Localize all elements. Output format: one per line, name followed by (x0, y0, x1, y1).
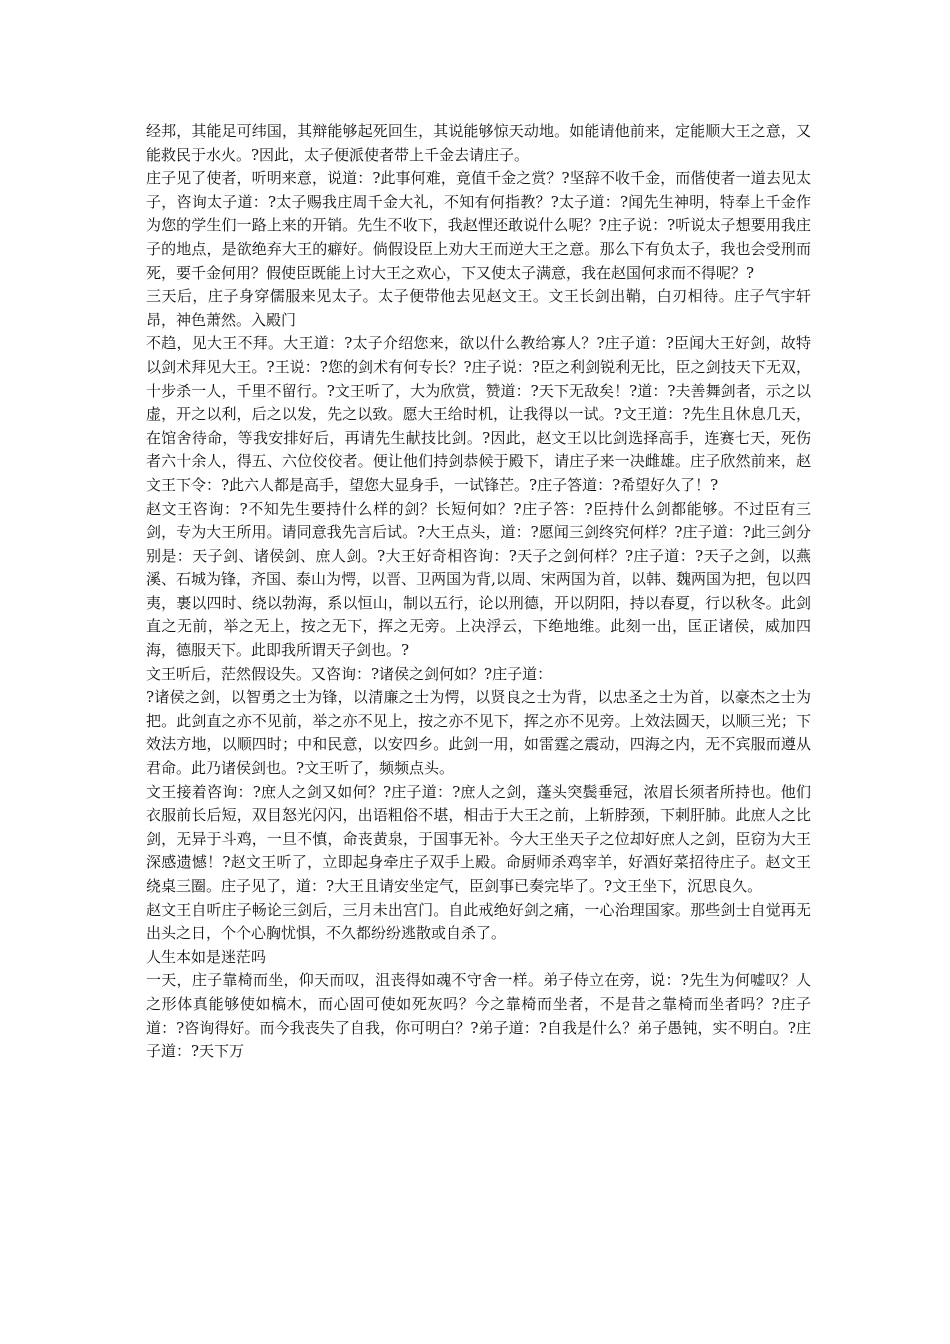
paragraph-1: 经邦，其能足可纬国，其辩能够起死回生，其说能够惊天动地。如能请他前来，定能顺大王之意，又能救民于水火。?因此，太子便派使者带上千金去请庄子。 (146, 122, 811, 164)
paragraph-10: 一天，庄子靠椅而坐，仰天而叹，沮丧得如魂不守舍一样。弟子侍立在旁，说：?先生为何嘘叹？人之形体真能够使如槁木，而心固可使如死灰吗？今之靠椅而坐者，不是昔之靠椅而坐者吗？?庄子道：?咨询得好。而今我丧失了自我，你可明白？?弟子道：?自我是什么？弟子愚钝，实不明白。?庄子道：?天下万 (146, 971, 811, 1061)
document-page (146, 120, 811, 1064)
section-heading: 人生本如是迷茫吗 (146, 947, 267, 966)
paragraph-8: 文王接着咨询：?庶人之剑又如何？?庄子道：?庶人之剑，蓬头突鬓垂冠，浓眉长须者所持也。他们衣服前长后短，双目怒光闪闪，出语粗俗不堪，相击于大王之前，上斩脖颈，下刺肝肺。此庶人之比剑，无异于斗鸡，一旦不慎，命丧黄泉，于国事无补。今大王坐天子之位却好庶人之剑，臣窃为大王深感遗憾！?赵文王听了，立即起身牵庄子双手上殿。命厨师杀鸡宰羊，好酒好菜招待庄子。赵文王绕桌三圈。庄子见了，道：?大王且请安坐定气，臣剑事已奏完毕了。?文王坐下，沉思良久。 (146, 782, 811, 895)
paragraph-9: 赵文王自听庄子畅论三剑后，三月未出宫门。自此戒绝好剑之痛，一心治理国家。那些剑士自觉再无出头之日，个个心胸忧惧，不久都纷纷逃散或自杀了。 (146, 900, 811, 943)
paragraph-6: 文王听后，茫然假设失。又咨询：?诸侯之剑何如？?庄子道： (146, 664, 553, 683)
paragraph-7: ?诸侯之剑，以智勇之士为锋，以清廉之士为愕，以贤良之士为背，以忠圣之士为首，以豪杰之士为把。此剑直之亦不见前，举之亦不见上，按之亦不见下，挥之亦不见旁。上效法圆天，以顺三光；下效法方地，以顺四时；中和民意，以安四乡。此剑一用，如雷霆之震动，四海之内，无不宾服而遵从君命。此乃诸侯剑也。?文王听了，频频点头。 (146, 688, 811, 778)
paragraph-5: 赵文王咨询：?不知先生要持什么样的剑？长短何如？?庄子答：?臣持什么剑都能够。不过臣有三剑，专为大王所用。请同意我先言后试。?大王点头，道：?愿闻三剑终究何样？?庄子道：?此三剑分别是：天子剑、诸侯剑、庶人剑。?大王好奇相咨询：?天子之剑何样？?庄子道：?天子之剑，以燕溪、石城为锋，齐国、泰山为愕，以晋、卫两国为背,以周、宋两国为首，以韩、魏两国为把，包以四夷，裹以四时、绕以勃海，系以恒山，制以五行，论以刑德，开以阴阳，持以春夏，行以秋冬。此剑直之无前，举之无上，按之无下，挥之无旁。上决浮云，下绝地维。此刻一出，匡正诸侯，威加四海，德服天下。此即我所谓天子剑也。? (146, 499, 811, 660)
paragraph-3: 三天后，庄子身穿儒服来见太子。太子便带他去见赵文王。文王长剑出鞘，白刃相待。庄子气宇轩昂，神色萧然。入殿门 (146, 287, 811, 329)
paragraph-2: 庄子见了使者，听明来意，说道：?此事何难，竟值千金之赏？?坚辞不收千金，而偕使者一道去见太子，咨询太子道：?太子赐我庄周千金大礼，不知有何指教？?太子道：?闻先生神明，特奉上千金作为您的学生们一路上来的开销。先生不收下，我赵悝还敢说什么呢？?庄子说：?听说太子想要用我庄子的地点，是欲绝弃大王的癖好。倘假设臣上劝大王而逆大王之意。那么下有负太子，我也会受刑而死，要千金何用？假使臣既能上讨大王之欢心，下又使太子满意，我在赵国何求而不得呢？? (146, 169, 811, 282)
paragraph-4: 不趋，见大王不拜。大王道：?太子介绍您来，欲以什么教给寡人？?庄子道：?臣闻大王好剑，故特以剑术拜见大王。?王说：?您的剑术有何专长？?庄子说：?臣之利剑锐利无比，臣之剑技天下无双，十步杀一人，千里不留行。?文王听了，大为欣赏，赞道：?天下无敌矣！?道：?夫善舞剑者，示之以虚，开之以利，后之以发，先之以致。愿大王给时机，让我得以一试。?文王道：?先生且休息几天，在馆舍待命，等我安排好后，再请先生献技比剑。?因此，赵文王以比剑选择高手，连赛七天，死伤者六十余人，得五、六位佼佼者。便让他们持剑恭候于殿下，请庄子来一决雌雄。庄子欣然前来，赵文王下令：?此六人都是高手，望您大显身手，一试锋芒。?庄子答道：?希望好久了！? (146, 334, 811, 494)
